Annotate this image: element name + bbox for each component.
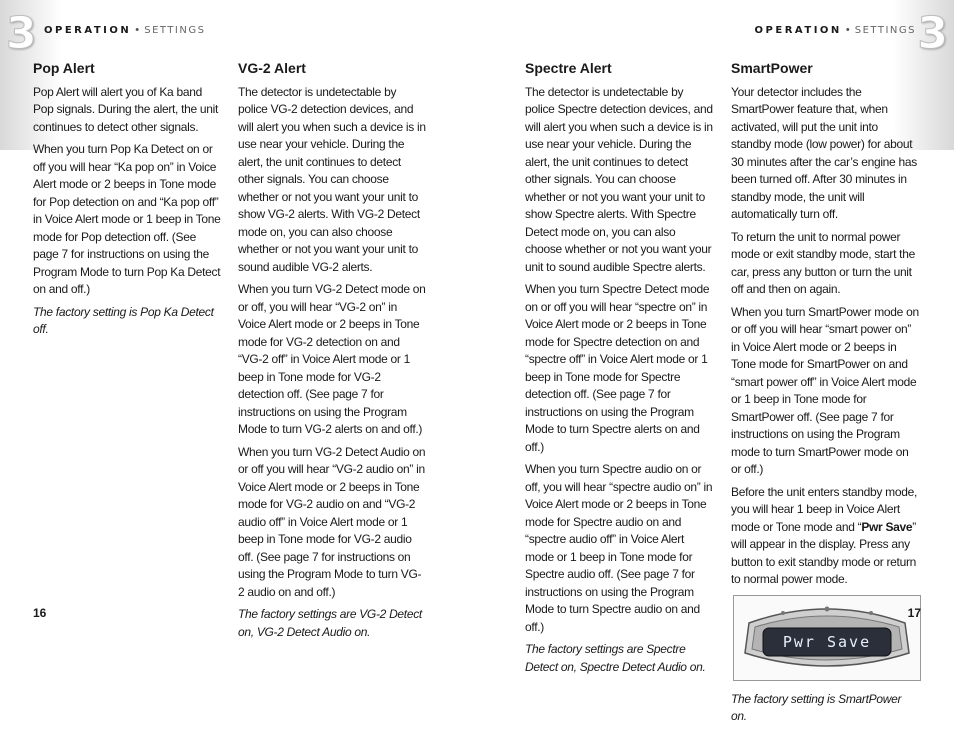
spectre-alert-paragraph-2: When you turn Spectre Detect mode on or off you will hear “spectre on” in Voice Alert mode or 2 beeps in Tone mode for Spectre detection on and “spectre off” in Voice Alert mode or 1 beep in Tone mode for Spectre detection off. (See page 7 for instructions on using the Program Mode to turn Spectre alerts on and off.) (525, 282, 710, 454)
vg2-alert-paragraph-1: The detector is undetectable by police VG-2 detection devices, and will alert you when such a device is in use near your vehicle. During the alert, the unit continues to detect other signals. You can choose whether or not you want your unit to show VG-2 alerts. With VG-2 Detect mode on, you can also choose whether or not you want your unit to sound audible VG-2 alerts. (238, 84, 426, 274)
pop-alert-paragraph-1: Pop Alert will alert you of Ka band Pop signals. During the alert, the unit continues to detect other signals. (33, 84, 219, 134)
spectre-alert-title: Spectre Alert (525, 60, 612, 76)
section-header-sep: • (841, 24, 855, 36)
section-header-right (755, 24, 916, 36)
vg2-alert-section (238, 60, 426, 646)
chapter-number-right: 3 (917, 8, 948, 59)
spectre-alert-paragraph-1: The detector is undetectable by police Spectre detection devices, and will alert you when such a device is in use near your vehicle. During the alert, the unit continues to detect other signals. You can choose whether or not you want your unit to show Spectre alerts. With Spectre Detect mode on, you can also choose whether or not you want your unit to sound audible Spectre alerts. (525, 84, 713, 274)
smartpower-paragraph-4 (731, 484, 919, 589)
smartpower-p4-after: ” will appear in the display. Press any button to exit standby mode or return to normal power mode. (731, 519, 917, 586)
smartpower-title: SmartPower (731, 60, 813, 76)
pop-alert-factory-setting: The factory setting is Pop Ka Detect off. (33, 304, 214, 336)
spectre-alert-factory-setting: The factory settings are Spectre Detect on, Spectre Detect Audio on. (525, 642, 706, 674)
section-header-left (44, 24, 205, 36)
smartpower-factory-setting: The factory setting is SmartPower on. (731, 691, 902, 723)
pop-alert-section (33, 60, 221, 344)
section-header-strong: OPERATION (44, 25, 132, 36)
vg2-alert-paragraph-2: When you turn VG-2 Detect mode on or off, you will hear “VG-2 on” in Voice Alert mode or 2 beeps in Tone mode for VG-2 detection on and “VG-2 off” in Voice Alert mode or 1 beep in Tone mode for VG-2 detection off. (See page 7 for instructions on using the Program Mode to turn VG-2 alerts on and off.) (238, 282, 426, 436)
spectre-alert-paragraph-3: When you turn Spectre audio on or off, you will hear “spectre audio on” in Voice Alert mode or 2 beeps in Tone mode for Spectre audio on and “spectre audio off” in Voice Alert mode or 1 beep in Tone mode for Spectre audio off. (See page 7 for instructions on using the Program Mode to turn Spectre audio on and off.) (525, 462, 713, 634)
page-number-left: 16 (33, 606, 47, 620)
pop-alert-paragraph-2: When you turn Pop Ka Detect on or off you will hear “Ka pop on” in Voice Alert mode or 2 beeps in Tone mode for Pop detection on and “Ka pop off” in Voice Alert mode or 1 beep in Tone mode for Pop detection off. (See page 7 for instructions on using the Program Mode to turn Pop Ka Detect on and off.) (33, 142, 221, 296)
smartpower-paragraph-3: When you turn SmartPower mode on or off you will hear “smart power on” in Voice Alert mode or 2 beeps in Tone mode for SmartPower on and “smart power off” in Voice Alert mode or 1 beep in Tone mode for SmartPower off. (See page 7 for instructions on using the Program mode to turn SmartPower mode on or off.) (731, 304, 919, 476)
detector-display-illustration (733, 595, 921, 681)
detector-display-icon (739, 601, 915, 675)
vg2-alert-factory-setting: The factory settings are VG-2 Detect on, VG-2 Detect Audio on. (238, 607, 422, 639)
section-header-strong: OPERATION (754, 25, 842, 36)
smartpower-paragraph-1: Your detector includes the SmartPower feature that, when activated, will put the unit into standby mode (low power) for about 30 minutes after the car’s engine has been turned off. After 30 minutes in standby mode, the unit will automatically turn off. (731, 84, 917, 221)
vg2-alert-title: VG-2 Alert (238, 60, 306, 76)
smartpower-paragraph-2: To return the unit to normal power mode or exit standby mode, start the car, press any button or turn the unit off and then on again. (731, 229, 915, 296)
display-text: Pwr Save (782, 632, 872, 651)
page-number-right: 17 (907, 606, 921, 620)
section-header-light: SETTINGS (144, 25, 206, 36)
chapter-number-left: 3 (6, 8, 37, 59)
smartpower-p4-before: Before the unit enters standby mode, you will hear 1 beep in Voice Alert mode or Tone mode and “ (731, 484, 917, 534)
spectre-alert-section (525, 60, 713, 681)
section-header-light: SETTINGS (854, 25, 916, 36)
section-header-sep: • (131, 24, 145, 36)
pwr-save-label: Pwr Save (861, 519, 913, 534)
pop-alert-title: Pop Alert (33, 60, 95, 76)
vg2-alert-paragraph-3: When you turn VG-2 Detect Audio on or off you will hear “VG-2 audio on” in Voice Alert mode or 2 beeps in Tone mode for VG-2 audio on and “VG-2 audio off” in Voice Alert mode or 1 beep in Tone mode for VG-2 audio off. (See page 7 for instructions on using the Program Mode to turn VG-2 audio on and off.) (238, 444, 426, 599)
